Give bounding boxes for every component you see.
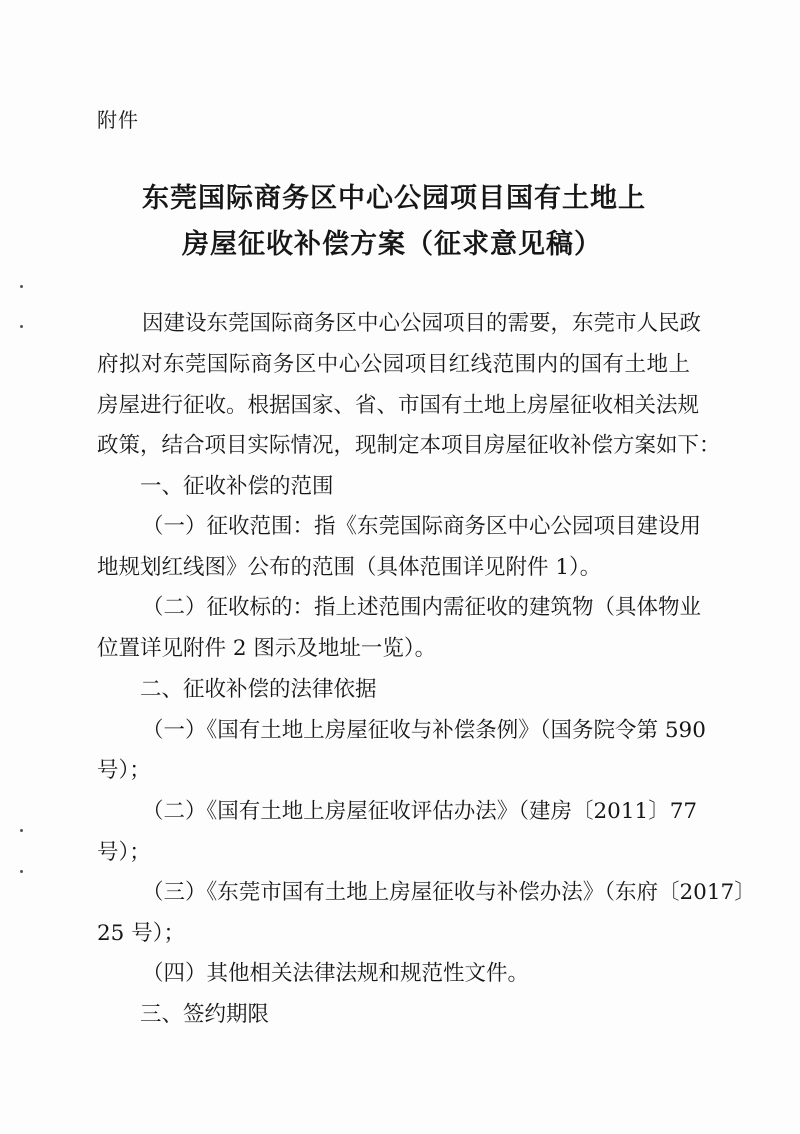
intro-line-1: 因建设东莞国际商务区中心公园项目的需要，东莞市人民政	[142, 311, 702, 336]
section-2-item-3-line-2: 25 号）；	[97, 921, 185, 946]
intro-line-2: 府拟对东莞国际商务区中心公园项目红线范围内的国有土地上	[97, 352, 690, 377]
intro-line-3: 房屋进行征收。根据国家、省、市国有土地上房屋征收相关法规	[97, 393, 700, 418]
scan-speck	[20, 829, 23, 832]
scan-speck	[20, 325, 23, 328]
section-1-heading: 一、征收补偿的范围	[140, 474, 334, 499]
section-2-item-4-line-1: （四）其他相关法律法规和规范性文件。	[142, 961, 530, 986]
section-1-item-1-line-1: （一）征收范围：指《东莞国际商务区中心公园项目建设用	[142, 514, 702, 539]
section-3-heading: 三、签约期限	[140, 1002, 270, 1027]
section-1-item-1-line-2: 地规划红线图》公布的范围（具体范围详见附件 1）。	[97, 555, 602, 580]
scan-speck	[20, 285, 23, 288]
section-2-item-1-line-1: （一）《国有土地上房屋征收与补偿条例》（国务院令第 590	[142, 718, 706, 743]
intro-line-4: 政策，结合项目实际情况，现制定本项目房屋征收补偿方案如下：	[97, 433, 721, 458]
scan-speck	[20, 870, 23, 873]
section-1-item-2-line-2: 位置详见附件 2 图示及地址一览）。	[97, 636, 437, 661]
document-title-line-1: 东莞国际商务区中心公园项目国有土地上	[142, 183, 646, 214]
section-2-item-2-line-2: 号）；	[97, 840, 151, 865]
document-title-line-2: 房屋征收补偿方案（征求意见稿）	[182, 229, 602, 260]
attachment-label: 附件	[97, 108, 139, 132]
section-2-item-1-line-2: 号）；	[97, 758, 151, 783]
section-2-item-3-line-1: （三）《东莞市国有土地上房屋征收与补偿办法》（东府〔2017〕	[142, 880, 756, 905]
section-2-heading: 二、征收补偿的法律依据	[140, 677, 377, 702]
section-1-item-2-line-1: （二）征收标的：指上述范围内需征收的建筑物（具体物业	[142, 595, 702, 620]
section-2-item-2-line-1: （二）《国有土地上房屋征收评估办法》（建房〔2011〕77	[142, 799, 698, 824]
